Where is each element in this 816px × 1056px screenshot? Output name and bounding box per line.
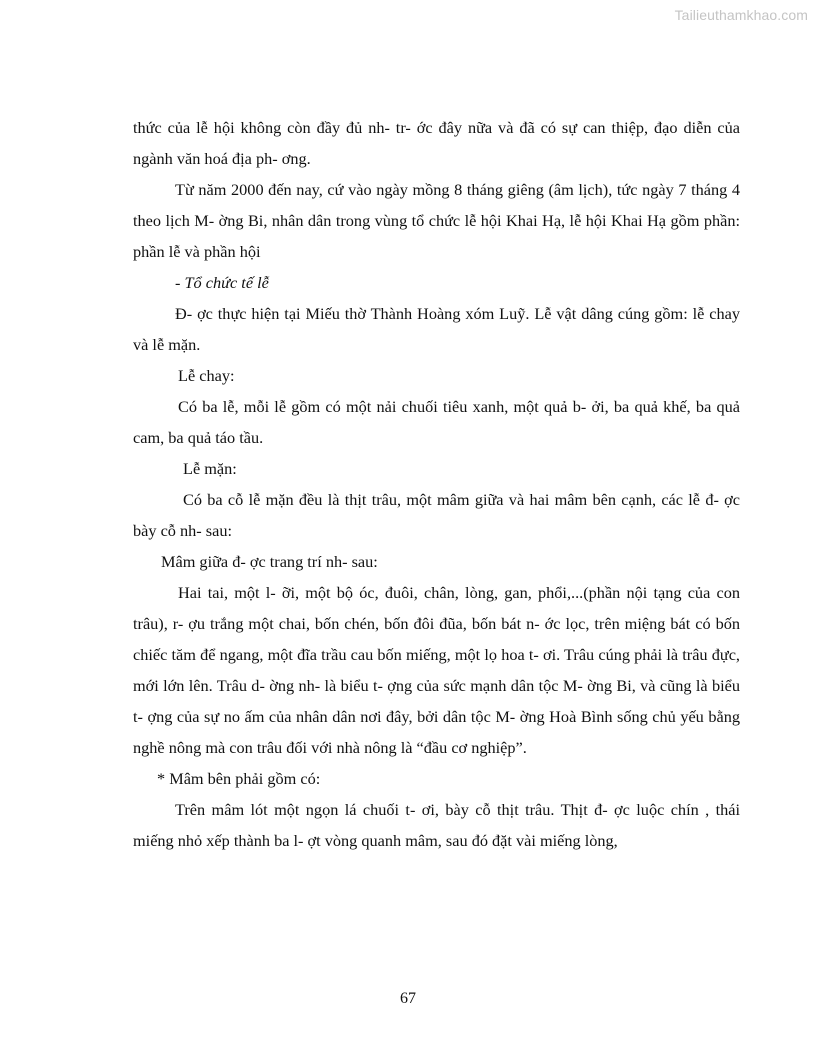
paragraph: Từ năm 2000 đến nay, cứ vào ngày mồng 8 tháng giêng (âm lịch), tức ngày 7 tháng 4 theo lịch M- ờng Bi, nhân dân trong vùng tổ chức lễ hội Khai Hạ, lễ hội Khai Hạ gồm phần: phần lễ và phần hội xyxy=(133,180,740,261)
paragraph: Có ba cỗ lễ mặn đều là thịt trâu, một mâm giữa và hai mâm bên cạnh, các lễ đ- ợc bày cỗ nh- sau: xyxy=(133,490,740,540)
paragraph: Có ba lễ, mỗi lễ gồm có một nải chuối tiêu xanh, một quả b- ởi, ba quả khế, ba quả cam, ba quả táo tầu. xyxy=(133,397,740,447)
paragraph: Lễ mặn: xyxy=(183,459,237,478)
document-body xyxy=(133,112,740,856)
paragraph: Mâm giữa đ- ợc trang trí nh- sau: xyxy=(161,552,378,571)
paragraph: Hai tai, một l- ỡi, một bộ óc, đuôi, chân, lòng, gan, phổi,...(phần nội tạng của con trâu), r- ợu trắng một chai, bốn chén, bốn đôi đũa, bốn bát n- ớc lọc, trên miệng bát có bốn chiếc tăm để ngang, một đĩa trầu cau bốn miếng, một lọ hoa t- ơi. Trâu cúng phải là trâu đực, mới lớn lên. Trâu d- ờng nh- là biểu t- ợng của sức mạnh dân tộc M- ờng Bi, và cũng là biểu t- ợng của sự no ấm của nhân dân nơi đây, bởi dân tộc M- ờng Hoà Bình sống chủ yếu bằng nghề nông mà con trâu đối với nhà nông là “đầu cơ nghiệp”. xyxy=(133,583,740,757)
paragraph: thức của lễ hội không còn đầy đủ nh- tr- ớc đây nữa và đã có sự can thiệp, đạo diễn của ngành văn hoá địa ph- ơng. xyxy=(133,118,740,168)
paragraph: Trên mâm lót một ngọn lá chuối t- ơi, bày cỗ thịt trâu. Thịt đ- ợc luộc chín , thái miếng nhỏ xếp thành ba l- ợt vòng quanh mâm, sau đó đặt vài miếng lòng, xyxy=(133,800,740,850)
page-number: 67 xyxy=(400,990,416,1007)
paragraph: Lễ chay: xyxy=(178,366,235,385)
paragraph: Đ- ợc thực hiện tại Miếu thờ Thành Hoàng xóm Luỹ. Lễ vật dâng cúng gồm: lễ chay và lễ mặn. xyxy=(133,304,740,354)
paragraph: * Mâm bên phải gồm có: xyxy=(157,769,321,788)
section-heading: - Tổ chức tế lễ xyxy=(175,273,269,292)
watermark: Tailieuthamkhao.com xyxy=(674,7,808,23)
